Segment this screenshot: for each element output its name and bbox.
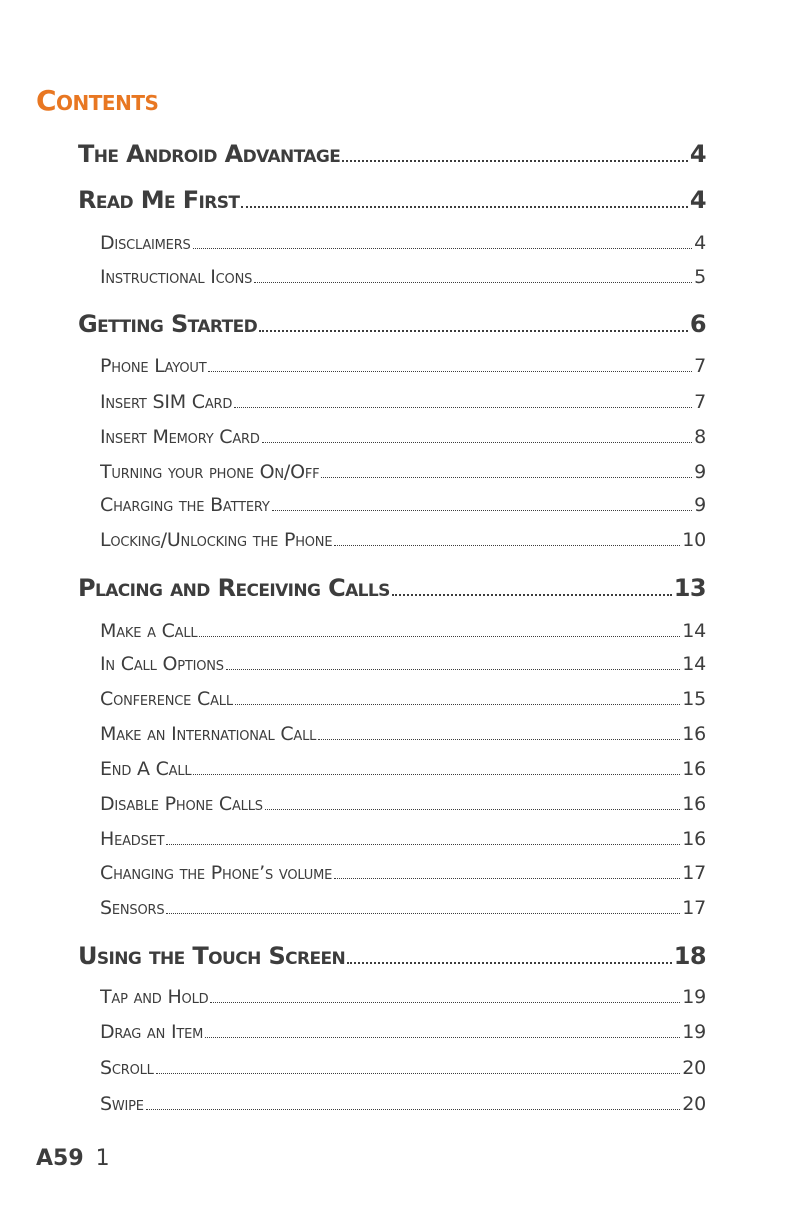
dot-leader xyxy=(265,806,680,810)
toc-entry[interactable] xyxy=(100,426,706,448)
dot-leader xyxy=(208,368,692,372)
dot-leader xyxy=(166,841,680,845)
toc-entry-label: End A Call xyxy=(100,758,192,780)
dot-leader xyxy=(334,542,680,546)
toc-entry-page: 9 xyxy=(694,461,706,483)
toc-entry-label: Swipe xyxy=(100,1093,144,1115)
toc-entry-page: 4 xyxy=(694,232,706,254)
toc-entry-page: 8 xyxy=(694,426,706,448)
toc-entry[interactable] xyxy=(100,461,706,483)
toc-entry-page: 14 xyxy=(682,653,706,675)
toc-entry-label: Getting Started xyxy=(78,310,258,338)
toc-entry[interactable] xyxy=(78,186,706,214)
toc-entry-page: 15 xyxy=(682,688,706,710)
toc-entry-label: Tap and Hold xyxy=(100,986,209,1008)
dot-leader xyxy=(156,1070,681,1074)
toc-entry-page: 10 xyxy=(682,529,706,551)
toc-entry[interactable] xyxy=(100,494,706,516)
toc-entry-page: 9 xyxy=(694,494,706,516)
toc-entry-label: Make an International Call xyxy=(100,723,317,745)
toc-entry[interactable] xyxy=(100,758,706,780)
toc-entry-page: 4 xyxy=(689,140,706,168)
toc-entry-label: Insert Memory Card xyxy=(100,426,260,448)
dot-leader xyxy=(226,666,680,670)
toc-entry[interactable] xyxy=(100,653,706,675)
toc-entry[interactable] xyxy=(78,574,706,602)
dot-leader xyxy=(318,736,680,740)
toc-entry[interactable] xyxy=(78,140,706,168)
toc-entry[interactable] xyxy=(100,828,706,850)
toc-entry-label: Placing and Receiving Calls xyxy=(78,574,390,602)
toc-entry-label: Using the Touch Screen xyxy=(78,942,346,970)
dot-leader xyxy=(259,327,688,332)
toc-entry[interactable] xyxy=(100,529,706,551)
toc-entry-page: 7 xyxy=(694,355,706,377)
dot-leader xyxy=(193,771,680,775)
dot-leader xyxy=(272,507,692,511)
toc-entry[interactable] xyxy=(100,723,706,745)
dot-leader xyxy=(254,279,692,283)
dot-leader xyxy=(210,999,680,1003)
dot-leader xyxy=(205,1034,680,1038)
dot-leader xyxy=(166,910,680,914)
toc-entry-label: Scroll xyxy=(100,1057,154,1079)
toc-entry-page: 19 xyxy=(682,986,706,1008)
toc-entry[interactable] xyxy=(100,897,706,919)
toc-entry-page: 16 xyxy=(682,793,706,815)
dot-leader xyxy=(347,959,672,964)
toc-entry-page: 16 xyxy=(682,723,706,745)
toc-entry-page: 16 xyxy=(682,828,706,850)
dot-leader xyxy=(334,875,680,879)
page-number: 1 xyxy=(95,1146,110,1171)
toc-entry-label: Drag an Item xyxy=(100,1021,204,1043)
dot-leader xyxy=(342,157,688,162)
dot-leader xyxy=(241,203,687,208)
toc-entry-page: 17 xyxy=(682,862,706,884)
toc-entry-label: Disable Phone Calls xyxy=(100,793,263,815)
model-name: A59 xyxy=(36,1146,84,1171)
toc-entry-page: 13 xyxy=(673,574,706,602)
toc-entry-page: 20 xyxy=(682,1057,706,1079)
toc-entry-label: Insert SIM Card xyxy=(100,391,233,413)
toc-entry-page: 14 xyxy=(682,620,706,642)
page-footer xyxy=(36,1146,110,1171)
toc-entry-page: 4 xyxy=(689,186,706,214)
page-title: Contents xyxy=(36,84,159,117)
dot-leader xyxy=(234,404,692,408)
toc-entry-page: 17 xyxy=(682,897,706,919)
toc-entry-label: Phone Layout xyxy=(100,355,207,377)
dot-leader xyxy=(321,474,692,478)
toc-entry-label: Charging the Battery xyxy=(100,494,270,516)
toc-entry-label: Instructional Icons xyxy=(100,266,253,288)
toc-entry[interactable] xyxy=(100,266,706,288)
toc-entry-label: Disclaimers xyxy=(100,232,191,254)
dot-leader xyxy=(146,1106,680,1110)
dot-leader xyxy=(262,439,692,443)
toc-entry[interactable] xyxy=(100,986,706,1008)
toc-entry-label: Read Me First xyxy=(78,186,240,214)
toc-entry[interactable] xyxy=(78,942,706,970)
toc-entry-label: Make a Call xyxy=(100,620,198,642)
toc-entry-page: 5 xyxy=(694,266,706,288)
toc-entry[interactable] xyxy=(100,862,706,884)
toc-entry-label: The Android Advantage xyxy=(78,140,341,168)
toc-entry[interactable] xyxy=(100,620,706,642)
toc-entry[interactable] xyxy=(100,391,706,413)
toc-entry-page: 16 xyxy=(682,758,706,780)
dot-leader xyxy=(199,633,680,637)
dot-leader xyxy=(235,701,680,705)
toc-entry-label: Headset xyxy=(100,828,165,850)
toc-entry[interactable] xyxy=(100,1057,706,1079)
toc-entry-label: Sensors xyxy=(100,897,165,919)
toc-entry[interactable] xyxy=(100,688,706,710)
dot-leader xyxy=(392,591,672,596)
toc-entry-label: Changing the Phone’s volume xyxy=(100,862,333,884)
toc-entry-page: 7 xyxy=(694,391,706,413)
toc-entry[interactable] xyxy=(78,310,706,338)
toc-entry[interactable] xyxy=(100,232,706,254)
toc-entry-label: In Call Options xyxy=(100,653,224,675)
toc-entry[interactable] xyxy=(100,355,706,377)
toc-entry-page: 19 xyxy=(682,1021,706,1043)
toc-entry-label: Turning your phone On/Off xyxy=(100,461,320,483)
toc-entry-label: Conference Call xyxy=(100,688,233,710)
dot-leader xyxy=(193,245,693,249)
toc-entry[interactable] xyxy=(100,1093,706,1115)
toc-entry-page: 20 xyxy=(682,1093,706,1115)
toc-entry[interactable] xyxy=(100,793,706,815)
toc-entry-page: 6 xyxy=(689,310,706,338)
toc-entry[interactable] xyxy=(100,1021,706,1043)
toc-entry-page: 18 xyxy=(673,942,706,970)
toc-entry-label: Locking/Unlocking the Phone xyxy=(100,529,333,551)
